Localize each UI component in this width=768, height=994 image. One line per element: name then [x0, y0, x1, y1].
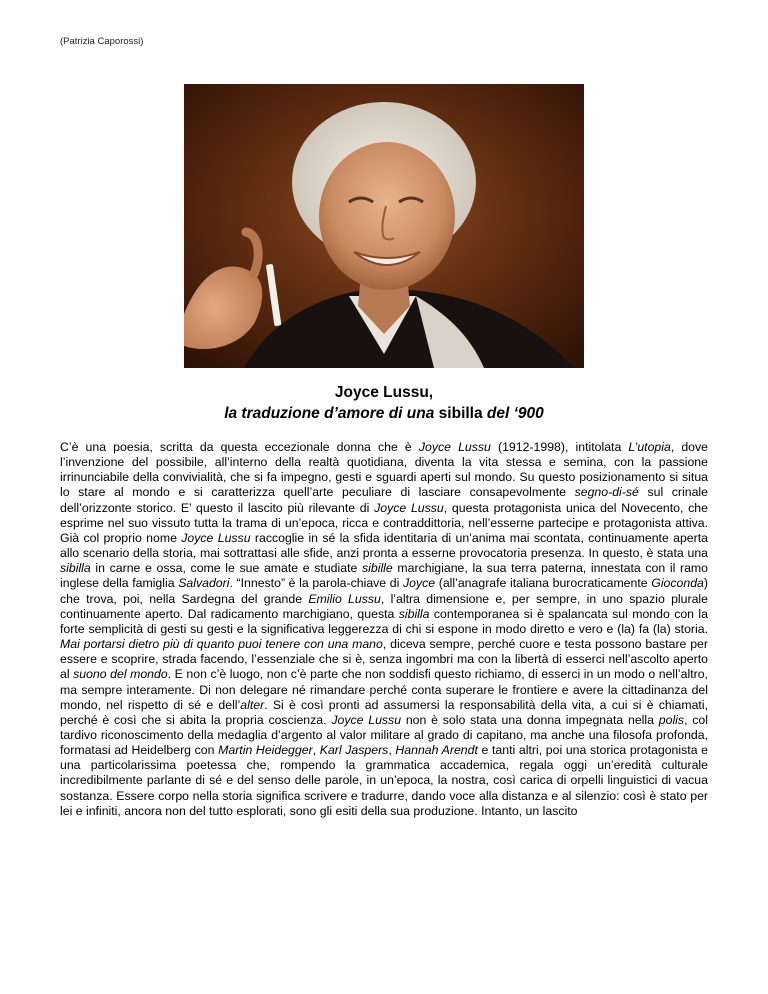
text-run: ) che trova, poi, nella Sardegna del grande — [60, 576, 708, 606]
text-run: e tanti altri, poi una storica protagonista e una particolarissima poetessa che, rompendo la grammatica accademica, regala oggi un’eredità culturale incredibilmente parlante di sé e del senso delle parole, in un’epoca, la nostra, così carica di orpelli linguistici di vacua sostanza. Essere corpo nella storia significa scrivere e tradurre, dando voce alla distanza e al silenzio: così è stato per lei e infiniti, ancora non del tutto esplorati, sono gli esiti della sua produzione. Intanto, un lascito — [60, 743, 709, 818]
text-run: C’è una poesia, scritta da questa eccezionale donna che è — [60, 440, 419, 454]
article-title — [0, 382, 768, 424]
italic-run: Gioconda — [651, 576, 704, 591]
text-run: . E non c’è luogo, non c’è parte che non soddisfi questo richiamo, di esserci in un modo o nell’altro, ma sempre interamente. Di non delegare né rimandare perché conta superare le frontiere e avere la cittadinanza del mondo, nel rispetto di sé e dell’ — [60, 667, 708, 712]
italic-run: Karl Jaspers — [319, 743, 389, 758]
text-run: , diceva sempre, perché cuore e testa possono bastare per essere e scoprire, strada facendo, l’essenziale che si è, senza ingombri ma con la libertà di esserci nell’ascolto aperto al — [60, 637, 708, 682]
italic-run: Joyce Lussu — [374, 500, 444, 515]
text-run: , l’altra dimensione e, per sempre, in uno spazio plurale continuamente aperto. Dal radicamento marchigiano, questa — [60, 591, 709, 621]
title-line-2-italic: la traduzione d’amore di una — [224, 405, 435, 422]
italic-run: Joyce Lussu — [331, 712, 402, 727]
italic-run: Hannah Arendt — [395, 743, 478, 758]
italic-run: polis — [658, 712, 685, 727]
author-credit: (Patrizia Caporossi) — [60, 36, 144, 47]
italic-run: sibille — [362, 561, 393, 576]
text-run: (1912-1998), intitolata — [490, 440, 629, 454]
italic-run: Emilio Lussu — [308, 591, 381, 606]
italic-run: alter — [240, 697, 265, 712]
body-paragraph — [60, 440, 708, 819]
italic-run: Salvadori — [178, 576, 230, 591]
text-run: , col tardivo riconoscimento della medaglia d’argento al valor militare al grado di capitano, ma anche una filosofa profonda, formatasi ad Heidelberg con — [60, 712, 708, 758]
italic-run: Mai portarsi dietro più di quanto puoi tenere con una mano — [60, 637, 383, 652]
text-run: sul crinale dell’orizzonte storico. E’ questo il lascito più rilevante di — [60, 485, 708, 515]
italic-run: segno-di-sé — [574, 485, 639, 500]
italic-run: Martin Heidegger — [218, 743, 313, 758]
text-run: raccoglie in sé la sfida identitaria di un’anima mai scontata, continuamente aperta allo scenario della storia, mai sottrattasi alle sfide, anzi pronta a esserne provocatoria presenza. In questo, è stata una — [60, 530, 708, 561]
text-run: , — [312, 743, 320, 758]
italic-run: suono del mondo — [73, 667, 168, 682]
text-run: in carne e ossa, come le sue amate e studiate — [90, 561, 362, 576]
italic-run: L’utopia — [628, 440, 671, 454]
text-run: . Si è così pronti ad assumersi la responsabilità della vita, a cui si è chiamati, perché è così che si abita la propria coscienza. — [60, 697, 708, 727]
italic-run: sibilla — [398, 606, 430, 621]
text-run: (all’anagrafe italiana burocraticamente — [435, 576, 652, 591]
italic-run: Joyce Lussu — [181, 530, 251, 545]
italic-run: Joyce — [402, 576, 436, 591]
text-run: , questa protagonista unica del Novecento, che esprime nel suo vissuto tutta la trama di un’epoca, ricca e contraddittoria, nell’esserne partecipe e protagonista attiva. Già col proprio nome — [60, 500, 708, 545]
italic-run: sibilla — [60, 561, 91, 576]
text-run: , — [388, 743, 396, 758]
portrait-photo — [184, 84, 584, 368]
text-run: . “Innesto” è la parola-chiave di — [229, 576, 403, 591]
title-line-2 — [0, 403, 768, 424]
text-run: non è solo stata una donna impegnata nella — [401, 712, 659, 727]
title-line-2-plain: sibilla — [438, 405, 483, 422]
text-run: marchigiane, la sua terra paterna, innestata con il ramo inglese della famiglia — [60, 561, 709, 591]
title-line-1: Joyce Lussu, — [334, 384, 434, 401]
text-run: contemporanea si è spalancata sul mondo con la forte semplicità di gesti su gesti e la significativa leggerezza di chi si espone in modo diretto e vero e (la) fa (la) storia. — [60, 606, 708, 636]
title-line-2-tail: del ‘900 — [486, 405, 544, 422]
italic-run: Joyce Lussu — [418, 440, 491, 454]
text-run: , dove l’invenzione del possibile, all’interno della realtà quotidiana, diventa la vita stessa e semina, con la passione irrinunciabile della convivialità, che si fa impegno, gesti e sguardi aperti sul mondo. Su questo posizionamento si situa lo stare al mondo e si caratterizza quell’arte peculiare di lasciare consapevolmente — [60, 440, 709, 500]
